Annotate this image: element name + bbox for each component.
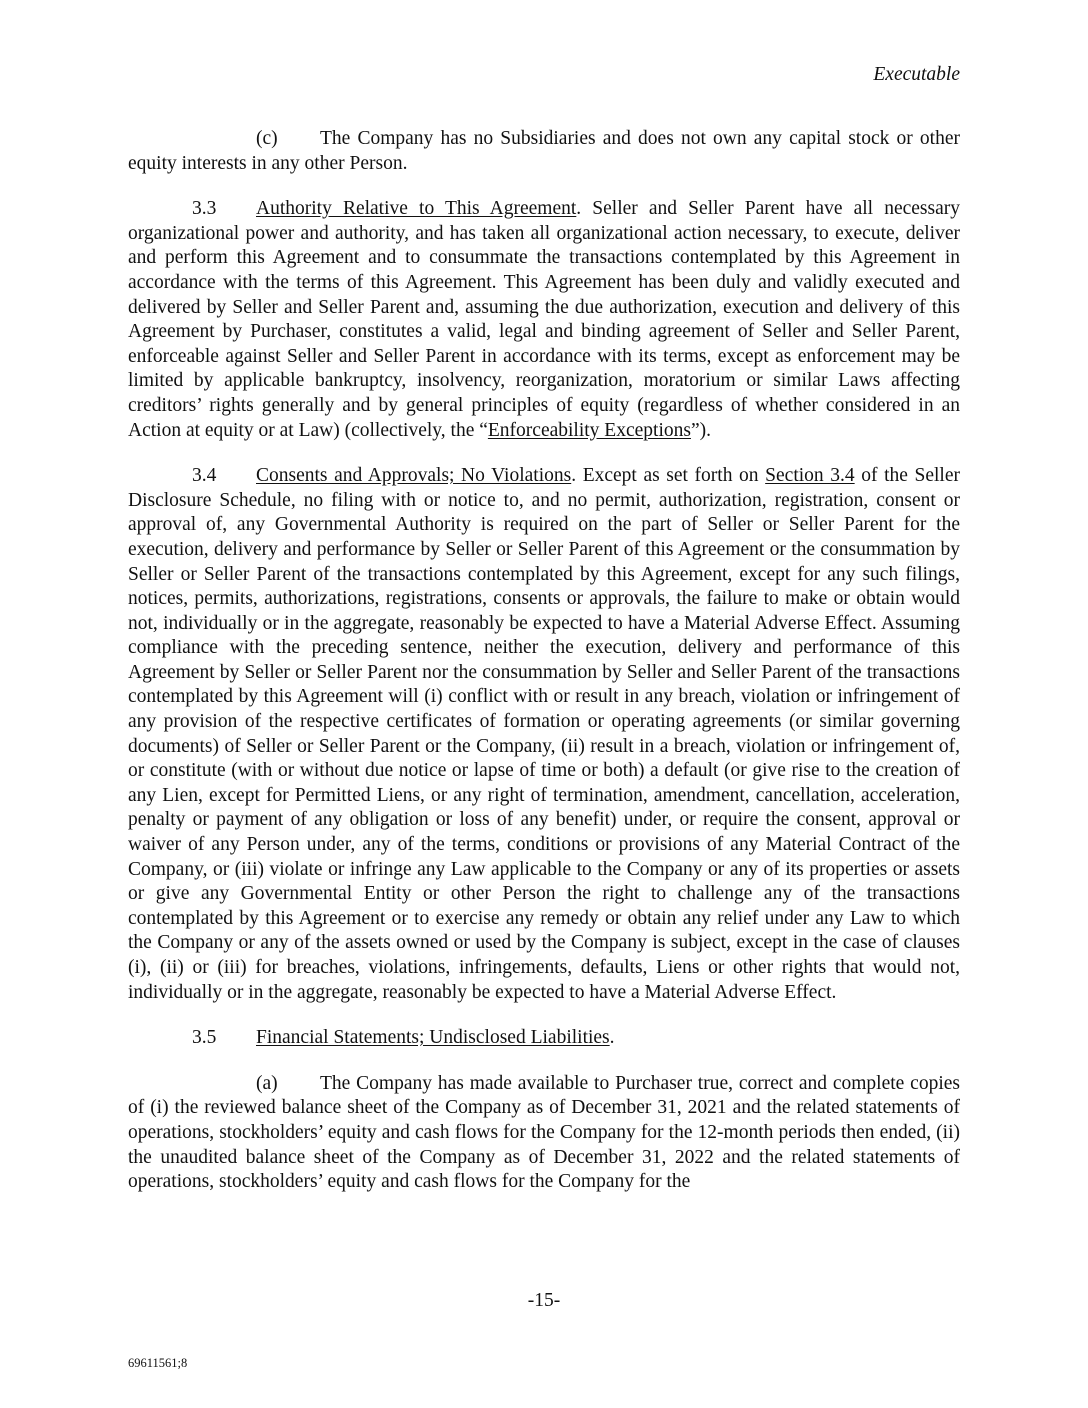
paragraph-number: (a) (256, 1072, 278, 1094)
section-text-cont: of the Seller Disclosure Schedule, no filing with or notice to, and no permit, authorization, registration, consent or approval of, any Governmental Authority is required on the part of Seller or Seller Parent for the execution, delivery and performance by Seller or Seller Parent of this Agreement or the consummation by Seller or Seller Parent of the transactions contemplated by this Agreement, except for any such filings, notices, permits, authorizations, registrations, consents or approvals, the failure to make or obtain would not, individually or in the aggregate, reasonably be expected to have a Material Adverse Effect. Assuming compliance with the preceding sentence, neither the execution, delivery and performance of this Agreement by Seller or Seller Parent nor the consummation by Seller and Seller Parent of the transactions contemplated by this Agreement will (i) conflict with or result in any breach, violation or infringement of any provision of the respective certificates of formation or operating agreements (or similar governing documents) of Seller or Seller Parent or the Company, (ii) result in a breach, violation or infringement of, or constitute (with or without due notice or lapse of time or both) a default (or give rise to the creation of any Lien, except for Permitted Liens, or any right of termination, amendment, cancellation, acceleration, penalty or payment of any obligation or loss of any benefit) under, or require the consent, approval or waiver of any Person under, any of the terms, conditions or provisions of any Material Contract of the Company, or (iii) violate or infringe any Law applicable to the Company or any of its properties or assets or give any Governmental Entity or other Person the right to challenge any of the transactions contemplated by this Agreement or to exercise any remedy or obtain any relief under any Law to which the Company or any of the assets owned or used by the Company is subject, except in the case of clauses (i), (ii) or (iii) for breaches, violations, infringements, defaults, Liens or other rights that would not, individually or in the aggregate, reasonably be expected to have a Material Adverse Effect. (128, 465, 960, 1003)
section-text: . Seller and Seller Parent have all necessary organizational power and authority, and has taken all organizational action necessary, to execute, deliver and perform this Agreement and to consummate the transactions contemplated by this Agreement in accordance with the terms of this Agreement. This Agreement has been duly and validly executed and delivered by Seller and Seller Parent and, assuming the due authorization, execution and delivery of this Agreement by Purchaser, constitutes a valid, legal and binding agreement of Seller and Seller Parent, enforceable against Seller and Seller Parent in accordance with its terms, except as enforcement may be limited by applicable bankruptcy, insolvency, reorganization, moratorium or similar Laws affecting creditors’ rights generally and by general principles of equity (regardless of whether considered in an Action at equity or at Law) (collectively, the “ (128, 198, 960, 441)
document-body (128, 127, 960, 1216)
paragraph-text: The Company has made available to Purchaser true, correct and complete copies of (i) the reviewed balance sheet of the Company as of December 31, 2021 and the related statements of operations, stockholders’ equity and cash flows for the Company for the 12-month periods then ended, (ii) the unaudited balance sheet of the Company as of December 31, 2022 and the related statements of operations, stockholders’ equity and cash flows for the Company for the (128, 1072, 960, 1193)
section-heading: Authority Relative to This Agreement (256, 198, 577, 220)
section-3-5 (128, 1026, 960, 1051)
section-3-3 (128, 197, 960, 443)
section-number: 3.3 (192, 198, 217, 220)
paragraph-a (128, 1072, 960, 1195)
section-reference: Section 3.4 (765, 465, 855, 487)
paragraph-c (128, 127, 960, 176)
section-text: . Except as set forth on (571, 465, 766, 487)
section-number: 3.5 (192, 1027, 217, 1049)
paragraph-text: The Company has no Subsidiaries and does not own any capital stock or other equity interests in any other Person. (128, 128, 960, 174)
defined-term: Enforceability Exceptions (487, 419, 691, 441)
section-3-4 (128, 464, 960, 1005)
section-heading: Consents and Approvals; No Violations (256, 465, 572, 487)
document-id: 69611561;8 (128, 1356, 188, 1370)
paragraph-number: (c) (256, 128, 278, 149)
section-text: . (609, 1027, 615, 1049)
section-number: 3.4 (192, 465, 217, 487)
page-number: -15- (527, 1290, 561, 1311)
executable-header: Executable (873, 64, 960, 85)
section-heading: Financial Statements; Undisclosed Liabilities (256, 1027, 610, 1049)
section-text-end: ”). (690, 419, 711, 441)
